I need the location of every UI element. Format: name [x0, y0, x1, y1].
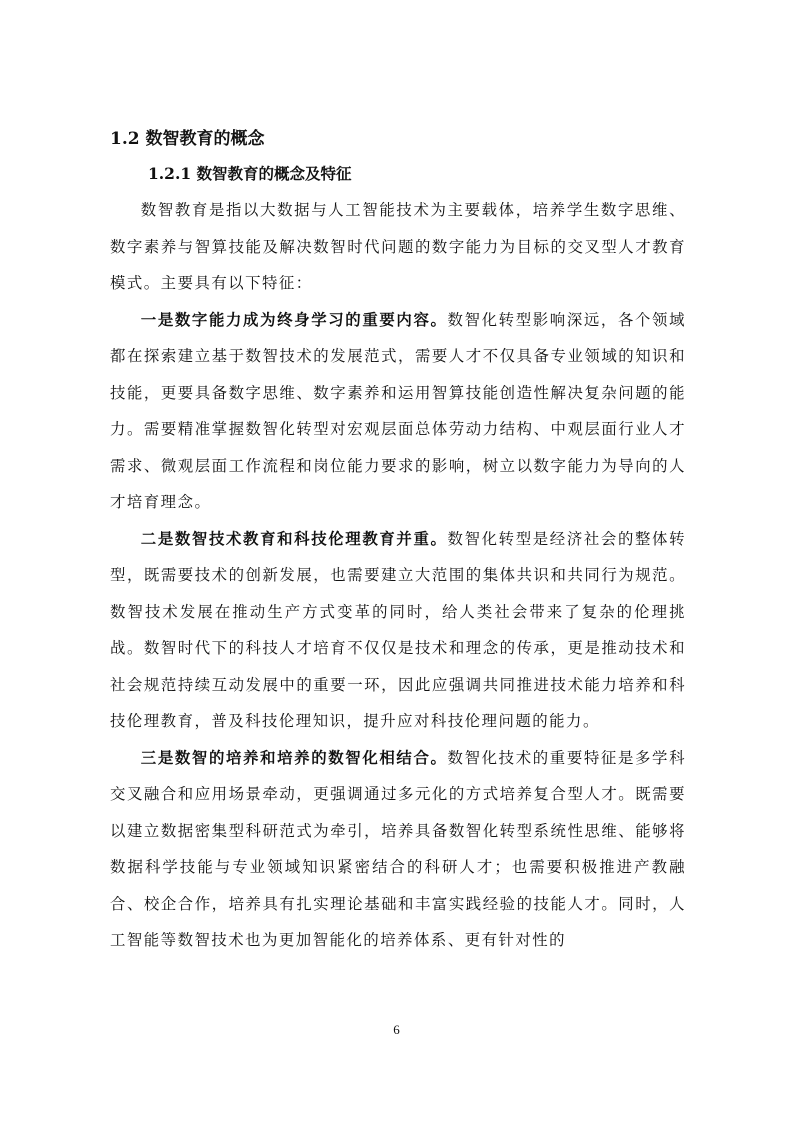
feature-paragraph-3 [110, 740, 686, 959]
feature-paragraph-1 [110, 302, 686, 521]
feature-lead-1: 一是数字能力成为终身学习的重要内容。 [140, 310, 448, 329]
feature-body-3: 数智化技术的重要特征是多学科交叉融合和应用场景牵动，更强调通过多元化的方式培养复合型人才。既需要以建立数据密集型科研范式为牵引，培养具备数智化转型系统性思维、能够将数据科学技能与专业领域知识紧密结合的科研人才；也需要积极推进产教融合、校企合作，培养具有扎实理论基础和丰富实践经验的技能人才。同时，人工智能等数智技术也为更加智能化的培养体系、更有针对性的 [110, 748, 686, 949]
feature-body-1: 数智化转型影响深远，各个领域都在探索建立基于数智技术的发展范式，需要人才不仅具备专业领域的知识和技能，更要具备数字思维、数字素养和运用智算技能创造性解决复杂问题的能力。需要精准掌握数智化转型对宏观层面总体劳动力结构、中观层面行业人才需求、微观层面工作流程和岗位能力要求的影响，树立以数字能力为导向的人才培育理念。 [110, 310, 686, 511]
page-content [110, 126, 686, 959]
section-heading: 1.2 数智教育的概念 [110, 129, 265, 149]
feature-lead-3: 三是数智的培养和培养的数智化相结合。 [140, 748, 448, 767]
feature-lead-2: 二是数智技术教育和科技伦理教育并重。 [140, 529, 448, 548]
feature-paragraph-2 [110, 521, 686, 740]
feature-body-2: 数智化转型是经济社会的整体转型，既需要技术的创新发展，也需要建立大范围的集体共识和共同行为规范。数智技术发展在推动生产方式变革的同时，给人类社会带来了复杂的伦理挑战。数智时代下的科技人才培育不仅仅是技术和理念的传承，更是推动技术和社会规范持续互动发展中的重要一环，因此应强调共同推进技术能力培养和科技伦理教育，普及科技伦理知识，提升应对科技伦理问题的能力。 [110, 529, 686, 730]
page-number: 6 [393, 1022, 400, 1037]
intro-paragraph: 数智教育是指以大数据与人工智能技术为主要载体，培养学生数字思维、数字素养与智算技能及解决数智时代问题的数字能力为目标的交叉型人才教育模式。主要具有以下特征： [110, 201, 686, 292]
subsection-heading: 1.2.1 数智教育的概念及特征 [148, 164, 352, 183]
